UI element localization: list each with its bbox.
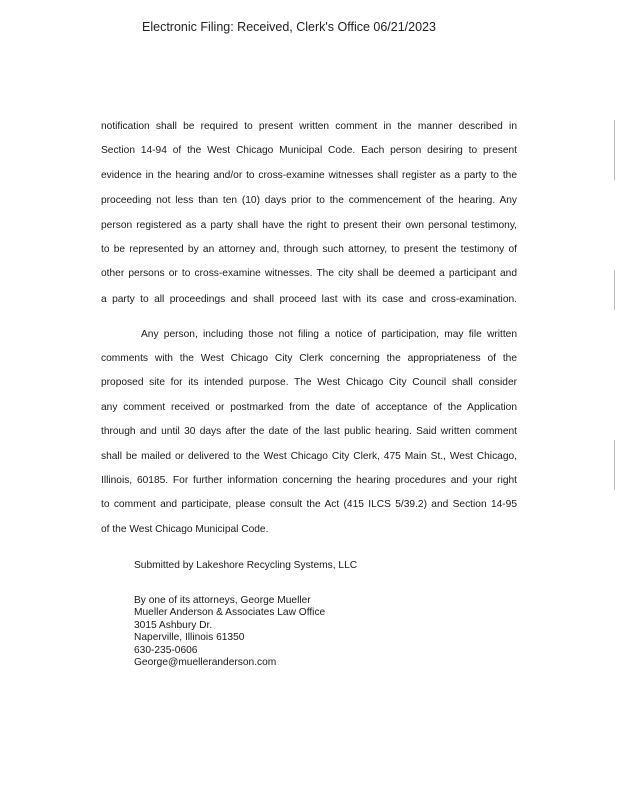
- paragraph-line: comments with the West Chicago City Clerk concerning the appropriateness of the: [101, 353, 517, 364]
- paragraph-line: evidence in the hearing and/or to cross-examine witnesses shall register as a party to the: [101, 170, 517, 181]
- paragraph-line: Illinois, 60185. For further information concerning the hearing procedures and your right: [101, 475, 517, 486]
- contact-email: George@muelleranderson.com: [134, 657, 277, 668]
- paragraph-line: other persons or to cross-examine witnesses. The city shall be deemed a participant and: [101, 268, 517, 279]
- paragraph-line: shall be mailed or delivered to the West Chicago City Clerk, 475 Main St., West Chicago,: [101, 451, 517, 462]
- paragraph-line: Any person, including those not filing a notice of participation, may file written: [141, 329, 517, 340]
- paragraph-line: a party to all proceedings and shall proceed last with its case and cross-examination.: [101, 294, 517, 305]
- scan-edge-mark: [614, 440, 615, 490]
- submitted-by: Submitted by Lakeshore Recycling Systems, LLC: [134, 560, 358, 571]
- signature-line: Mueller Anderson & Associates Law Office: [134, 607, 326, 618]
- filing-stamp-header: Electronic Filing: Received, Clerk's Office 06/21/2023: [142, 20, 436, 34]
- signature-line: By one of its attorneys, George Mueller: [134, 595, 311, 606]
- signature-line: 3015 Ashbury Dr.: [134, 620, 213, 631]
- signature-line: Naperville, Illinois 61350: [134, 632, 245, 643]
- paragraph-line: Section 14-94 of the West Chicago Municipal Code. Each person desiring to present: [101, 145, 517, 156]
- scan-edge-mark: [614, 270, 615, 310]
- paragraph-line: to comment and participate, please consult the Act (415 ILCS 5/39.2) and Section 14-95: [101, 499, 517, 510]
- paragraph-line: proceeding not less than ten (10) days prior to the commencement of the hearing. Any: [101, 195, 517, 206]
- paragraph-line: of the West Chicago Municipal Code.: [101, 524, 269, 535]
- paragraph-line: through and until 30 days after the date of the last public hearing. Said written comment: [101, 426, 517, 437]
- paragraph-line: any comment received or postmarked from the date of acceptance of the Application: [101, 402, 517, 413]
- paragraph-line: proposed site for its intended purpose. The West Chicago City Council shall consider: [101, 377, 517, 388]
- paragraph-line: to be represented by an attorney and, through such attorney, to present the testimony of: [101, 244, 517, 255]
- signature-line: 630-235-0606: [134, 645, 198, 656]
- paragraph-line: notification shall be required to present written comment in the manner described in: [101, 121, 517, 132]
- paragraph-line: person registered as a party shall have the right to present their own personal testimony,: [101, 220, 517, 231]
- scan-edge-mark: [614, 120, 615, 180]
